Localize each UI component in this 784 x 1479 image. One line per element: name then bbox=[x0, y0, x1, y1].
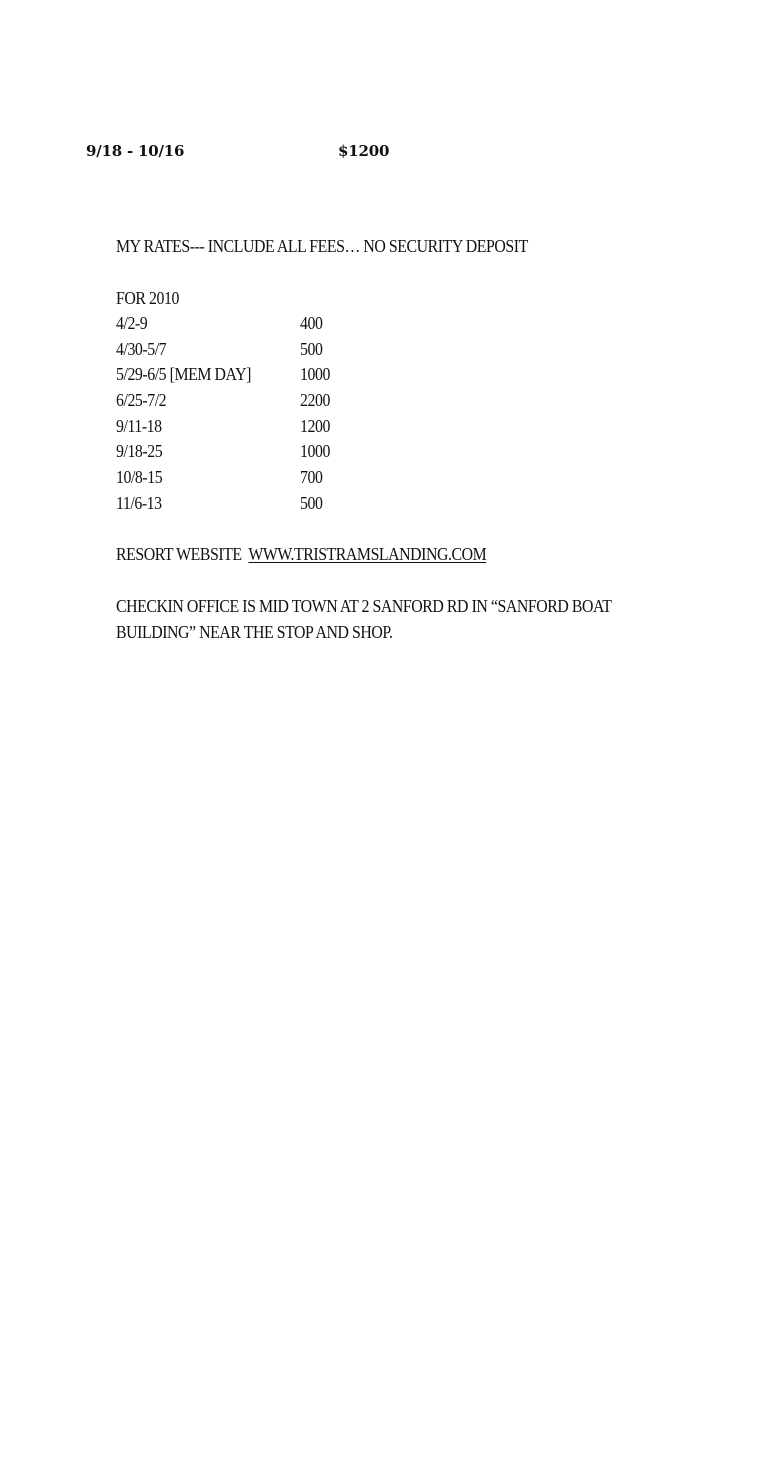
rate-period: 9/11-18 bbox=[116, 415, 162, 436]
header-price: $1200 bbox=[338, 142, 390, 160]
checkin-line-1: CHECKIN OFFICE IS MID TOWN AT 2 SANFORD RD IN “SANFORD BOAT bbox=[116, 596, 612, 616]
rate-row bbox=[116, 362, 416, 388]
rate-period: 6/25-7/2 bbox=[116, 390, 167, 411]
rate-price: 400 bbox=[300, 313, 323, 333]
checkin-note bbox=[116, 594, 644, 645]
rate-row bbox=[116, 414, 416, 440]
rate-price: 1000 bbox=[300, 441, 330, 462]
rate-price: 500 bbox=[300, 492, 323, 513]
rate-period: 9/18-25 bbox=[116, 441, 163, 462]
rate-price: 1000 bbox=[300, 364, 330, 385]
rate-period: 11/6-13 bbox=[116, 492, 162, 513]
website-label: RESORT WEBSITE bbox=[116, 544, 242, 564]
rate-row bbox=[116, 491, 416, 517]
rates-table bbox=[116, 311, 416, 517]
rates-heading: MY RATES--- INCLUDE ALL FEES… NO SECURITY DEPOSIT bbox=[116, 236, 528, 256]
website-line bbox=[116, 542, 486, 568]
rate-period: 10/8-15 bbox=[116, 467, 163, 488]
rate-period: 4/30-5/7 bbox=[116, 338, 167, 359]
rate-row bbox=[116, 465, 416, 491]
rate-row bbox=[116, 388, 416, 414]
rate-price: 1200 bbox=[300, 415, 330, 436]
rate-period: 4/2-9 bbox=[116, 313, 148, 333]
rate-price: 500 bbox=[300, 338, 323, 359]
rate-price: 700 bbox=[300, 467, 323, 488]
header-dates: 9/18 - 10/16 bbox=[86, 142, 185, 160]
rate-row bbox=[116, 439, 416, 465]
rate-row bbox=[116, 337, 416, 363]
website-link[interactable]: WWW.TRISTRAMSLANDING.COM bbox=[248, 544, 487, 564]
year-label: FOR 2010 bbox=[116, 288, 179, 308]
checkin-line-2: BUILDING” NEAR THE STOP AND SHOP. bbox=[116, 621, 393, 642]
rate-period: 5/29-6/5 [MEM DAY] bbox=[116, 364, 251, 385]
rate-row bbox=[116, 311, 416, 337]
rate-price: 2200 bbox=[300, 390, 330, 411]
